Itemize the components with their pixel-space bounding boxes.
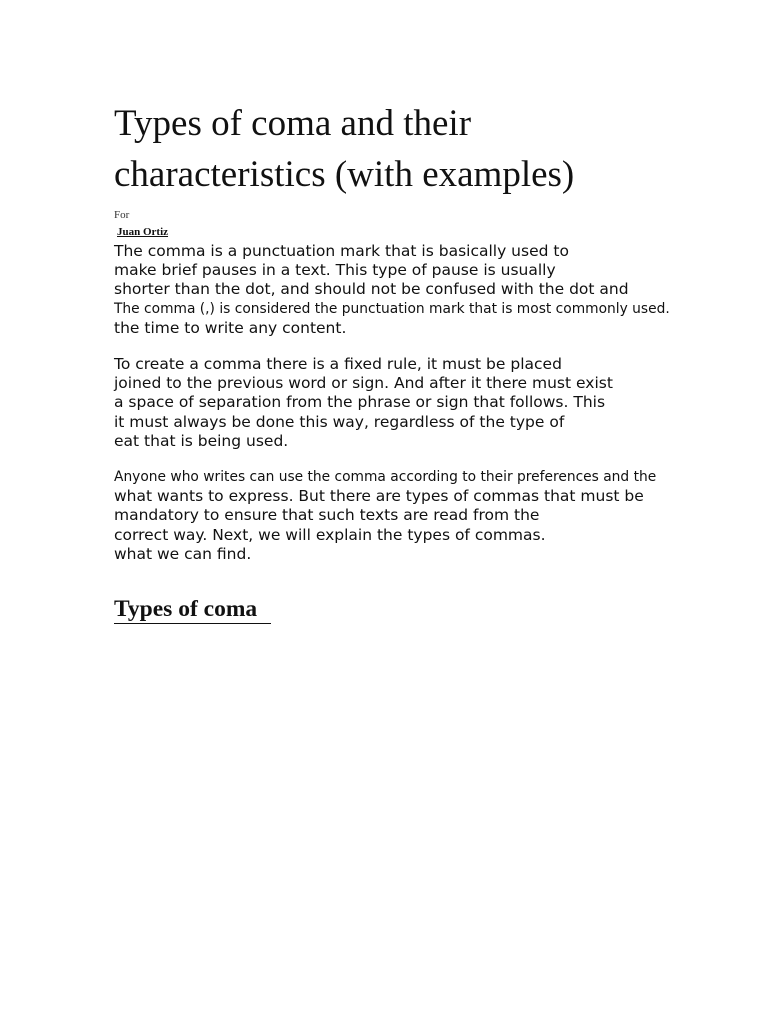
paragraph-line: make brief pauses in a text. This type of pause is usually: [114, 261, 556, 280]
paragraph-line: Anyone who writes can use the comma according to their preferences and the: [114, 469, 657, 486]
paragraph-line: what wants to express. But there are types of commas that must be: [114, 487, 644, 506]
paragraph-line: To create a comma there is a fixed rule, it must be placed: [114, 355, 562, 374]
paragraph-line: The comma is a punctuation mark that is basically used to: [114, 242, 569, 260]
paragraph-intro: [114, 242, 714, 338]
paragraph-line: correct way. Next, we will explain the types of commas.: [114, 525, 546, 544]
paragraph-usage: [114, 468, 714, 564]
article-title: [114, 98, 714, 200]
paragraph-line: eat that is being used.: [114, 431, 289, 450]
paragraph-line: what we can find.: [114, 544, 252, 563]
paragraph-line: joined to the previous word or sign. And after it there must exist: [114, 374, 613, 393]
paragraph-rule: [114, 355, 714, 451]
author-link[interactable]: Juan Ortiz: [117, 226, 169, 238]
article-title-line: characteristics (with examples): [114, 154, 575, 195]
paragraph-line: a space of separation from the phrase or sign that follows. This: [114, 393, 606, 412]
paragraph-line: shorter than the dot, and should not be confused with the dot and: [114, 280, 629, 299]
paragraph-line: it must always be done this way, regardless of the type of: [114, 412, 565, 431]
byline-prefix: For: [114, 209, 130, 221]
article-title-line: Types of coma and their: [114, 103, 472, 144]
byline: [114, 222, 714, 240]
paragraph-line: mandatory to ensure that such texts are read from the: [114, 506, 540, 525]
paragraph-line: The comma (,) is considered the punctuation mark that is most commonly used.: [114, 300, 670, 317]
document-page: [114, 98, 714, 644]
section-heading: Types of coma: [114, 595, 271, 624]
paragraph-line: the time to write any content.: [114, 318, 347, 337]
